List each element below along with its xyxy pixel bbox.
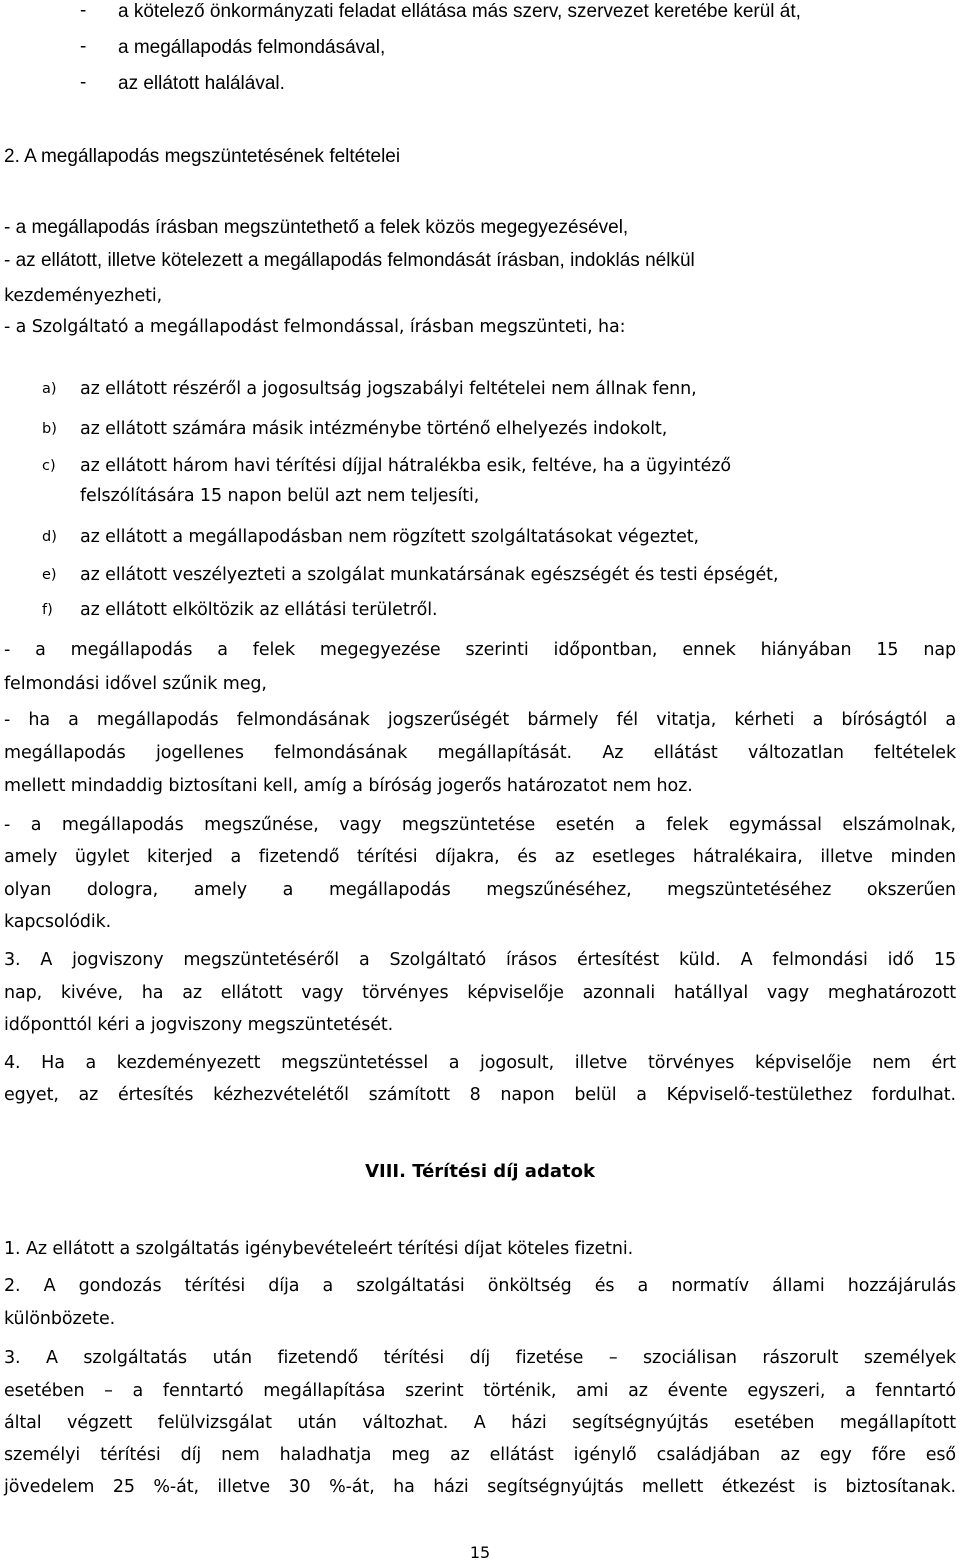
item-label: b) (42, 421, 57, 437)
list-dash: - (80, 72, 87, 93)
paragraph-line: időponttól kéri a jogviszony megszüntetését. (4, 1015, 394, 1035)
item-label: c) (42, 458, 56, 474)
paragraph-line: személyi térítési díj nem haladhatja meg az ellátást igénylő családjában az egy főre eső (4, 1445, 956, 1465)
paragraph-line: - a megállapodás írásban megszüntethető a felek közös megegyezésével, (4, 217, 629, 238)
item-label: e) (42, 567, 57, 583)
paragraph-line: olyan dologra, amely a megállapodás megszűnéséhez, megszüntetéséhez okszerűen (4, 880, 956, 900)
paragraph-line: kezdeményezheti, (4, 286, 163, 306)
paragraph-line: 2. A gondozás térítési díja a szolgáltatási önköltség és a normatív állami hozzájárulás (4, 1276, 956, 1296)
list-item: a kötelező önkormányzati feladat ellátása más szerv, szervezet keretébe kerül át, (118, 1, 801, 22)
item-label: a) (42, 381, 57, 397)
paragraph-line: kapcsolódik. (4, 912, 112, 932)
section-heading: 2. A megállapodás megszüntetésének feltételei (4, 146, 401, 167)
list-item: az ellátott halálával. (118, 73, 285, 94)
chapter-heading: VIII. Térítési díj adatok (365, 1161, 595, 1182)
item-label: f) (42, 602, 53, 618)
list-item: a megállapodás felmondásával, (118, 37, 386, 58)
list-item: az ellátott számára másik intézménybe történő elhelyezés indokolt, (80, 419, 668, 439)
paragraph-line: 3. A jogviszony megszüntetéséről a Szolgáltató írásos értesítést küld. A felmondási idő 15 (4, 950, 956, 970)
page-number: 15 (469, 1543, 491, 1562)
list-dash: - (80, 0, 87, 21)
paragraph-line: 3. A szolgáltatás után fizetendő térítési díj fizetése – szociálisan rászorult személyek (4, 1348, 956, 1368)
paragraph-line: - ha a megállapodás felmondásának jogszerűségét bármely fél vitatja, kérheti a bíróságtól a (4, 710, 956, 730)
paragraph-line: esetében – a fenntartó megállapítása szerint történik, ami az évente egyszeri, a fenntartó (4, 1381, 956, 1401)
paragraph-line: egyet, az értesítés kézhezvételétől számított 8 napon belül a Képviselő-testülethez fordulhat. (4, 1085, 956, 1105)
list-dash: - (80, 36, 87, 57)
list-item: az ellátott elköltözik az ellátási területről. (80, 600, 438, 620)
paragraph-line: - a Szolgáltató a megállapodást felmondással, írásban megszünteti, ha: (4, 317, 626, 337)
paragraph-line: megállapodás jogellenes felmondásának megállapítását. Az ellátást változatlan feltételek (4, 743, 956, 763)
paragraph-line: amely ügylet kiterjed a fizetendő térítési díjakra, és az esetleges hátralékaira, illetve minden (4, 847, 956, 867)
paragraph-line: nap, kivéve, ha az ellátott vagy törvényes képviselője azonnali hatállyal vagy meghatározott (4, 983, 956, 1003)
list-item: az ellátott három havi térítési díjjal hátralékba esik, feltéve, ha a ügyintéző (80, 456, 731, 476)
paragraph-line: mellett mindaddig biztosítani kell, amíg a bíróság jogerős határozatot nem hoz. (4, 776, 693, 796)
paragraph-line: felmondási idővel szűnik meg, (4, 674, 267, 694)
list-item: az ellátott részéről a jogosultság jogszabályi feltételei nem állnak fenn, (80, 379, 697, 399)
paragraph-line: jövedelem 25 %-át, illetve 30 %-át, ha házi segítségnyújtás mellett étkezést is biztosítanak. (4, 1477, 956, 1497)
list-item: az ellátott veszélyezteti a szolgálat munkatársának egészségét és testi épségét, (80, 565, 779, 585)
paragraph-line: által végzett felülvizsgálat után változhat. A házi segítségnyújtás esetében megállapított (4, 1413, 956, 1433)
item-label: d) (42, 529, 57, 545)
paragraph-line: - a megállapodás megszűnése, vagy megszüntetése esetén a felek egymással elszámolnak, (4, 815, 956, 835)
paragraph-line: különbözete. (4, 1309, 116, 1329)
paragraph-line: 4. Ha a kezdeményezett megszüntetéssel a jogosult, illetve törvényes képviselője nem ért (4, 1053, 956, 1073)
paragraph-line: - a megállapodás a felek megegyezése szerinti időpontban, ennek hiányában 15 nap (4, 640, 956, 660)
list-item: felszólítására 15 napon belül azt nem teljesíti, (80, 486, 480, 506)
list-item: az ellátott a megállapodásban nem rögzített szolgáltatásokat végeztet, (80, 527, 700, 547)
paragraph-line: 1. Az ellátott a szolgáltatás igénybevételeért térítési díjat köteles fizetni. (4, 1239, 634, 1259)
paragraph-line: - az ellátott, illetve kötelezett a megállapodás felmondását írásban, indoklás nélkül (4, 250, 695, 271)
